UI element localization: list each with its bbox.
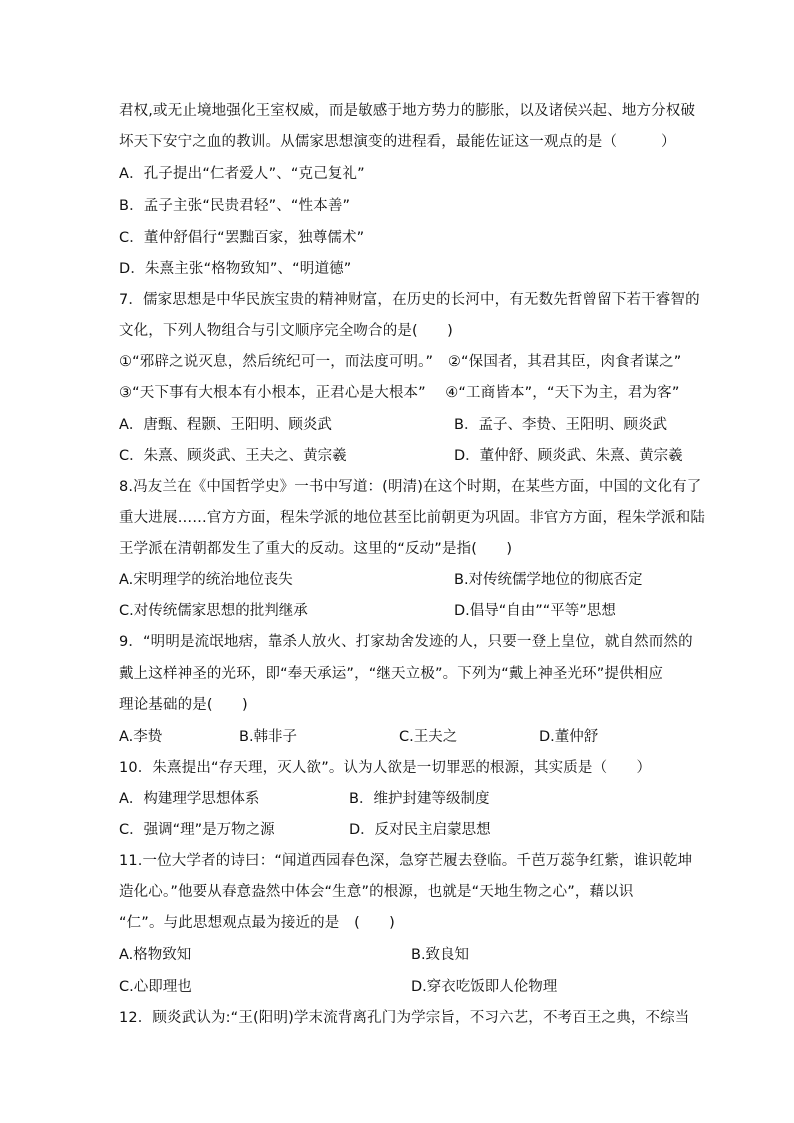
q8-option-d: D.倡导“自由”“平等”思想 (454, 603, 616, 619)
q10-option-c: C．强调“理”是万物之源 (119, 822, 275, 838)
q8-option-c: C.对传统儒家思想的批判继承 (119, 603, 308, 619)
q7-quote-line-1: ①“邪辟之说灭息，然后统纪可一，而法度可明。” ②“保国者，其君其臣，肉食者谋之” (119, 354, 682, 370)
q9-options-row (119, 727, 679, 747)
q11-option-d: D.穿衣吃饭即人伦物理 (411, 979, 558, 995)
q11-options-row-1 (119, 945, 679, 965)
q8-option-b: B.对传统儒学地位的彻底否定 (454, 572, 643, 588)
q7-quote-line-2: ③“天下事有大根本有小根本，正君心是大根本” ④“工商皆本”，“天下为主，君为客” (119, 385, 680, 401)
q6-stem-line-1: 君权,或无止境地强化王室权威，而是敏感于地方势力的膨胀，以及诸侯兴起、地方分权破 (119, 103, 696, 119)
q12-stem-line-1: 12．顾炎武认为:“王(阳明)学末流背离孔门为学宗旨，不习六艺，不考百王之典，不综当 (119, 1010, 690, 1026)
q6-option-b: B．孟子主张“民贵君轻”、“性本善” (119, 198, 351, 214)
q11-options-row-2 (119, 977, 679, 997)
q8-option-a: A.宋明理学的统治地位丧失 (119, 572, 293, 588)
q6-option-c: C．董仲舒倡行“罢黜百家，独尊儒术” (119, 230, 365, 246)
q10-options-row-1 (119, 789, 679, 809)
q7-option-a: A．唐甄、程颢、王阳明、顾炎武 (119, 417, 332, 433)
q11-option-c: C.心即理也 (119, 979, 192, 995)
q11-option-a: A.格物致知 (119, 947, 192, 963)
q9-stem-line-1: 9．“明明是流氓地痞，靠杀人放火、打家劫舍发迹的人，只要一登上皇位，就自然而然的 (119, 634, 693, 650)
q7-option-d: D．董仲舒、顾炎武、朱熹、黄宗羲 (454, 448, 683, 464)
q9-option-c: C.王夫之 (399, 729, 458, 745)
q7-option-b: B．孟子、李贽、王阳明、顾炎武 (454, 417, 667, 433)
q10-option-a: A．构建理学思想体系 (119, 791, 260, 807)
q6-stem-line-2: 坏天下安宁之血的教训。从儒家思想演变的进程看，最能佐证这一观点的是（ ） (119, 134, 676, 150)
q10-option-b: B．维护封建等级制度 (349, 791, 490, 807)
q7-stem-line-2: 文化，下列人物组合与引文顺序完全吻合的是( ) (119, 323, 453, 339)
q7-stem-line-1: 7．儒家思想是中华民族宝贵的精神财富，在历史的长河中，有无数先哲曾留下若干睿智的 (119, 292, 700, 308)
q7-options-row-2 (119, 446, 683, 466)
q10-stem: 10．朱熹提出“存天理，灭人欲”。认为人欲是一切罪恶的根源，其实质是（ ） (119, 760, 652, 776)
q7-option-c: C．朱熹、顾炎武、王夫之、黄宗羲 (119, 448, 347, 464)
q9-stem-line-2: 戴上这样神圣的光环，即“奉天承运”，“继天立极”。下列为“戴上神圣光环”提供相应 (119, 666, 664, 682)
q9-option-d: D.董仲舒 (539, 729, 599, 745)
q9-option-a: A.李贽 (119, 729, 163, 745)
q8-options-row-1 (119, 570, 679, 590)
q11-stem-line-2: 造化心。”他要从春意盎然中体会“生意”的根源，也就是“天地生物之心”，藉以识 (119, 884, 634, 900)
q11-stem-line-3: “仁”。与此思想观点最为接近的是 ( ) (119, 915, 395, 931)
q8-options-row-2 (119, 601, 679, 621)
q10-options-row-2 (119, 820, 679, 840)
q6-option-a: A．孔子提出“仁者爱人”、“克己复礼” (119, 166, 365, 182)
q9-stem-line-3: 理论基础的是( ) (119, 697, 248, 713)
q9-option-b: B.韩非子 (239, 729, 298, 745)
q6-option-d: D．朱熹主张“格物致知”、“明道德” (119, 261, 352, 277)
q8-stem-line-1: 8.冯友兰在《中国哲学史》一书中写道：(明清)在这个时期，在某些方面，中国的文化有了 (119, 479, 702, 495)
q10-option-d: D．反对民主启蒙思想 (349, 822, 491, 838)
q11-stem-line-1: 11.一位大学者的诗曰：“闻道西园春色深，急穿芒履去登临。千芭万蕊争红紫，谁识乾坤 (119, 853, 693, 869)
q8-stem-line-2: 重大进展……官方方面，程朱学派的地位甚至比前朝更为巩固。非官方方面，程朱学派和陆 (119, 510, 705, 526)
q7-options-row-1 (119, 415, 679, 435)
q8-stem-line-3: 王学派在清朝都发生了重大的反动。这里的“反动”是指( ) (119, 541, 513, 557)
q11-option-b: B.致良知 (411, 947, 470, 963)
